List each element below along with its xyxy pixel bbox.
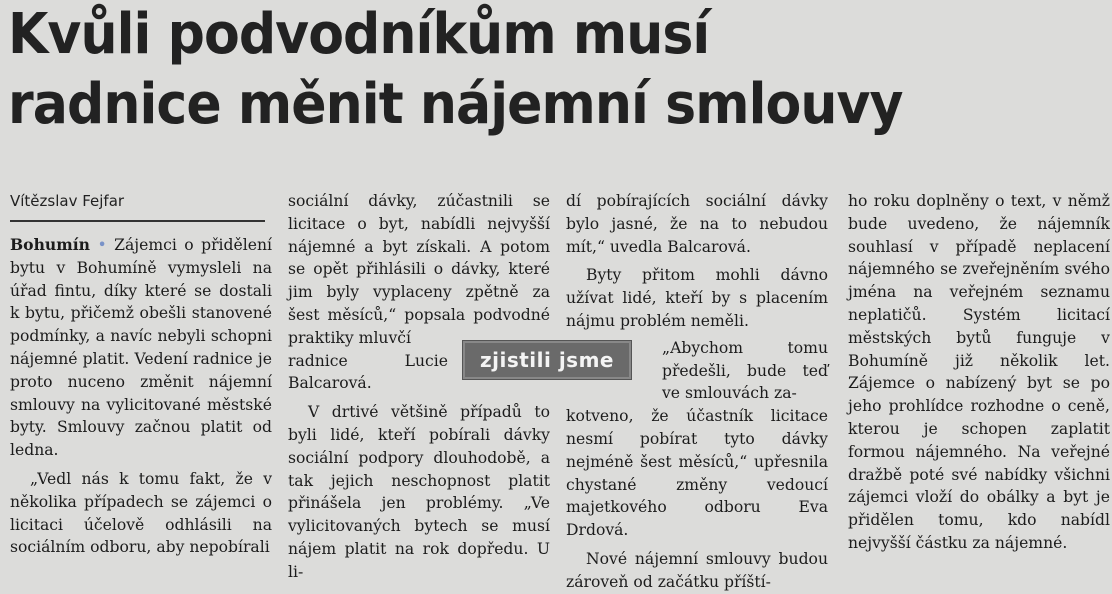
column-3 xyxy=(566,190,828,594)
paragraph: V drtivé většině případů to byli lidé, kteří pobírali dávky sociální podpory dlouhodobě, a tak jejich neschopnost platit přinášela jen problémy. „Ve vylicitovaných bytech se musí nájem platit na rok dopředu. U li- xyxy=(288,403,550,581)
paragraph-continued: radnice Lucie Balcarová. xyxy=(288,351,448,393)
section-badge xyxy=(462,340,632,380)
lead-paragraph xyxy=(10,234,272,462)
column-4 xyxy=(848,190,1110,555)
section-badge-label: zjistili jsme xyxy=(479,348,614,372)
headline xyxy=(8,0,1035,140)
paragraph: „Vedl nás k tomu fakt, že v několika případech se zájemci o licitaci účelově odhlásili na sociálním odboru, aby nepobírali xyxy=(10,469,272,557)
bullet-icon: • xyxy=(97,236,107,254)
byline: Vítězslav Fejfar xyxy=(10,190,265,222)
column-2 xyxy=(288,190,550,584)
paragraph: Byty přitom mohli dávno užívat lidé, kteří by s placením nájmu problém neměli. xyxy=(566,266,828,330)
paragraph: dí pobírajících sociální dávky bylo jasné, že na to nebudou mít,“ uvedla Balcarová. xyxy=(566,192,828,256)
place-name: Bohumín xyxy=(10,235,91,254)
headline-line-1: Kvůli podvodníkům musí xyxy=(8,2,710,67)
headline-line-2: radnice měnit nájemní smlouvy xyxy=(8,72,903,137)
paragraph: „Abychom tomu předešli, bude teď ve smlouvách za- xyxy=(662,338,828,403)
paragraph: ho roku doplněny o text, v němž bude uvedeno, že nájemník souhlasí v případě neplacení nájemného se zveřejněním svého jména na veřejném seznamu neplatičů. Systém licitací městských bytů funguje v Bohumíně již několik let. Zájemce o nabízený byt se po jeho prohlídce rozhodne o ceně, kterou je schopen zaplatit formou nájemného. Na veřejné dražbě poté své nabídky všichni zájemci vloží do obálky a byt je přidělen tomu, kdo nabídl nejvyšší částku za nájemné. xyxy=(848,192,1110,552)
paragraph: sociální dávky, zúčastnili se licitace o byt, nabídli nejvyšší nájemné a byt získali. A potom se opět přihlásili o dávky, které jim byly vyplaceny zpětně za šest měsíců,“ popsala podvodné praktiky mluvčí xyxy=(288,192,550,347)
column-1-body xyxy=(10,234,272,559)
paragraph-continued: kotveno, že účastník licitace nesmí pobírat tyto dávky nejméně šest měsíců,“ upřesnila chystané změny vedoucí majetkového odboru Eva Drdová. xyxy=(566,407,828,540)
paragraph: Nové nájemní smlouvy budou zároveň od začátku příští- xyxy=(566,549,828,591)
lead-text: Zájemci o přidělení bytu v Bohumíně vymysleli na úřad fintu, díky které se dostali k bytu, přičemž obešli stanovené podmínky, a navíc nebyli schopni nájemné platit. Vedení radnice je proto nuceno změnit nájemní smlouvy na vylicitované městské byty. Smlouvy začnou platit od ledna. xyxy=(10,236,272,460)
